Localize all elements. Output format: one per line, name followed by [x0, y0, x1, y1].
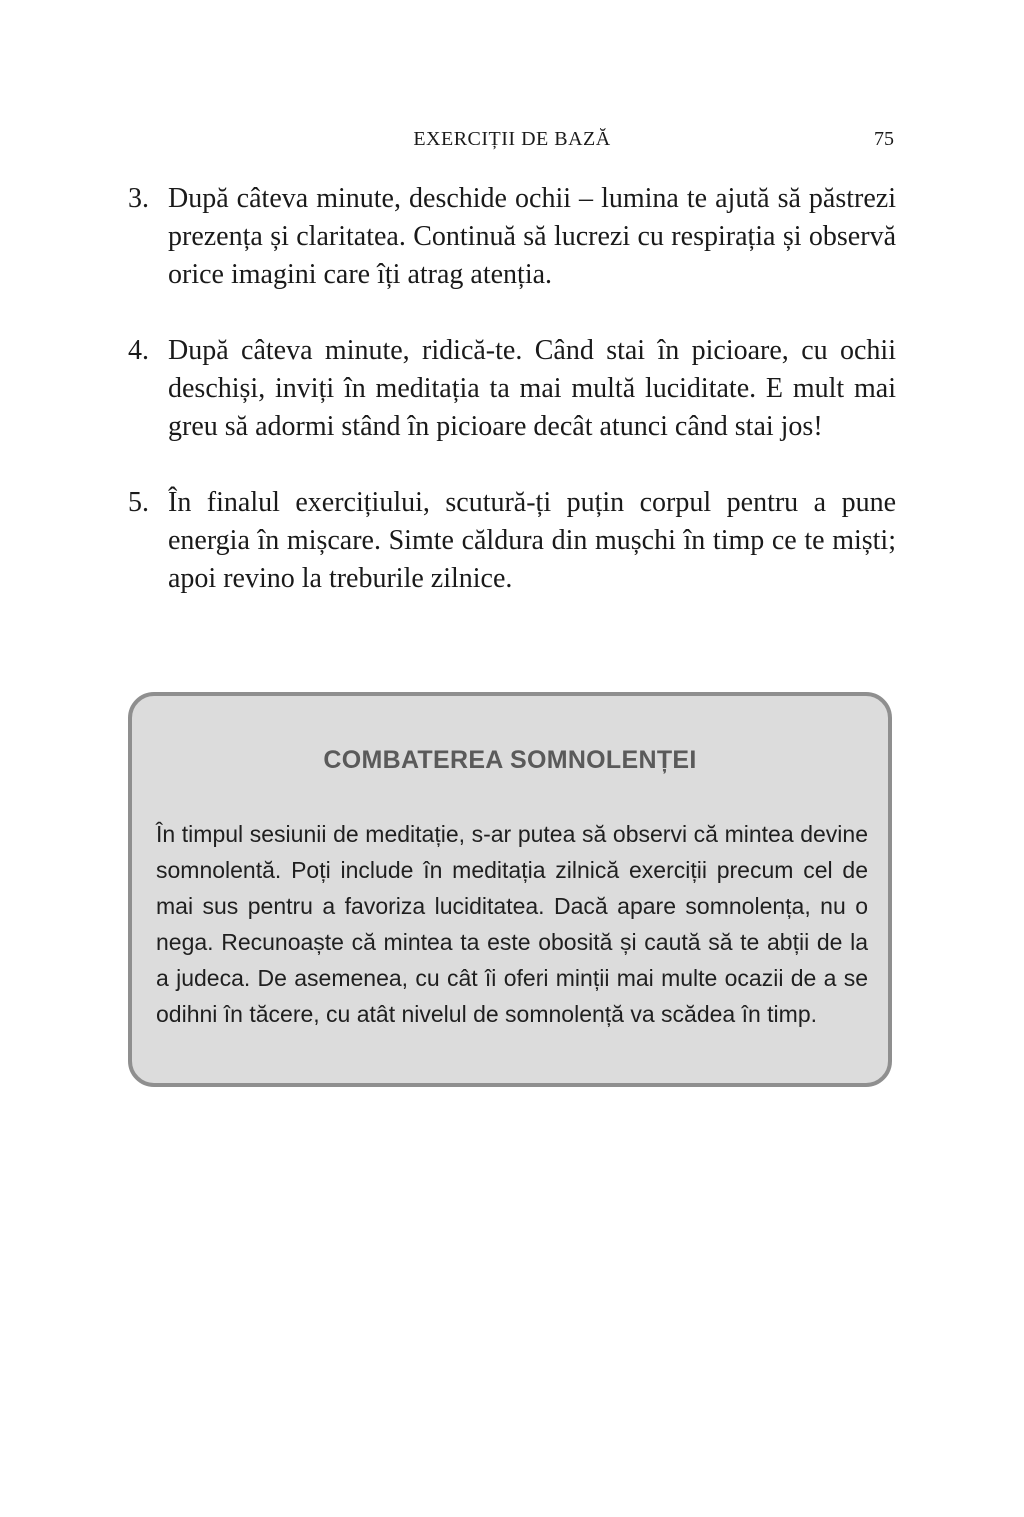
step-number: 5.	[128, 487, 149, 518]
sidebar-box	[128, 692, 892, 1087]
list-item	[128, 484, 896, 598]
running-title: EXERCIȚII DE BAZĂ	[413, 128, 611, 150]
page-number: 75	[874, 128, 894, 150]
step-number: 3.	[128, 183, 149, 214]
sidebar-text: În timpul sesiunii de meditație, s-ar putea să observi că mintea devine somnolentă. Poți include în meditația zilnică exerciții precum cel de mai sus pentru a favoriza luciditatea. Dacă apare somnolența, nu o nega. Recunoaște că mintea ta este obosită și caută să te abții de la a judeca. De asemenea, cu cât îi oferi minții mai multe ocazii de a se odihni în tăcere, cu atât nivelul de somnolență va scădea în timp.	[156, 821, 868, 1027]
exercise-steps-list	[128, 180, 896, 636]
running-header	[0, 124, 1024, 154]
step-text: După câteva minute, ridică-te. Când stai în picioare, cu ochii deschiși, inviți în meditația ta mai multă luciditate. E mult mai greu să adormi stând în picioare decât atunci când stai jos!	[168, 335, 896, 442]
step-number: 4.	[128, 335, 149, 366]
sidebar-title: COMBATEREA SOMNOLENȚEI	[323, 746, 697, 774]
list-item	[128, 180, 896, 294]
step-text: În finalul exercițiului, scutură-ți puțin corpul pentru a pune energia în mișcare. Simte căldura din mușchi în timp ce te miști; apoi revino la treburile zilnice.	[168, 487, 896, 594]
list-item	[128, 332, 896, 446]
step-text: După câteva minute, deschide ochii – lumina te ajută să păstrezi prezența și claritatea. Continuă să lucrezi cu respirația și observă orice imagini care îți atrag atenția.	[168, 183, 896, 290]
